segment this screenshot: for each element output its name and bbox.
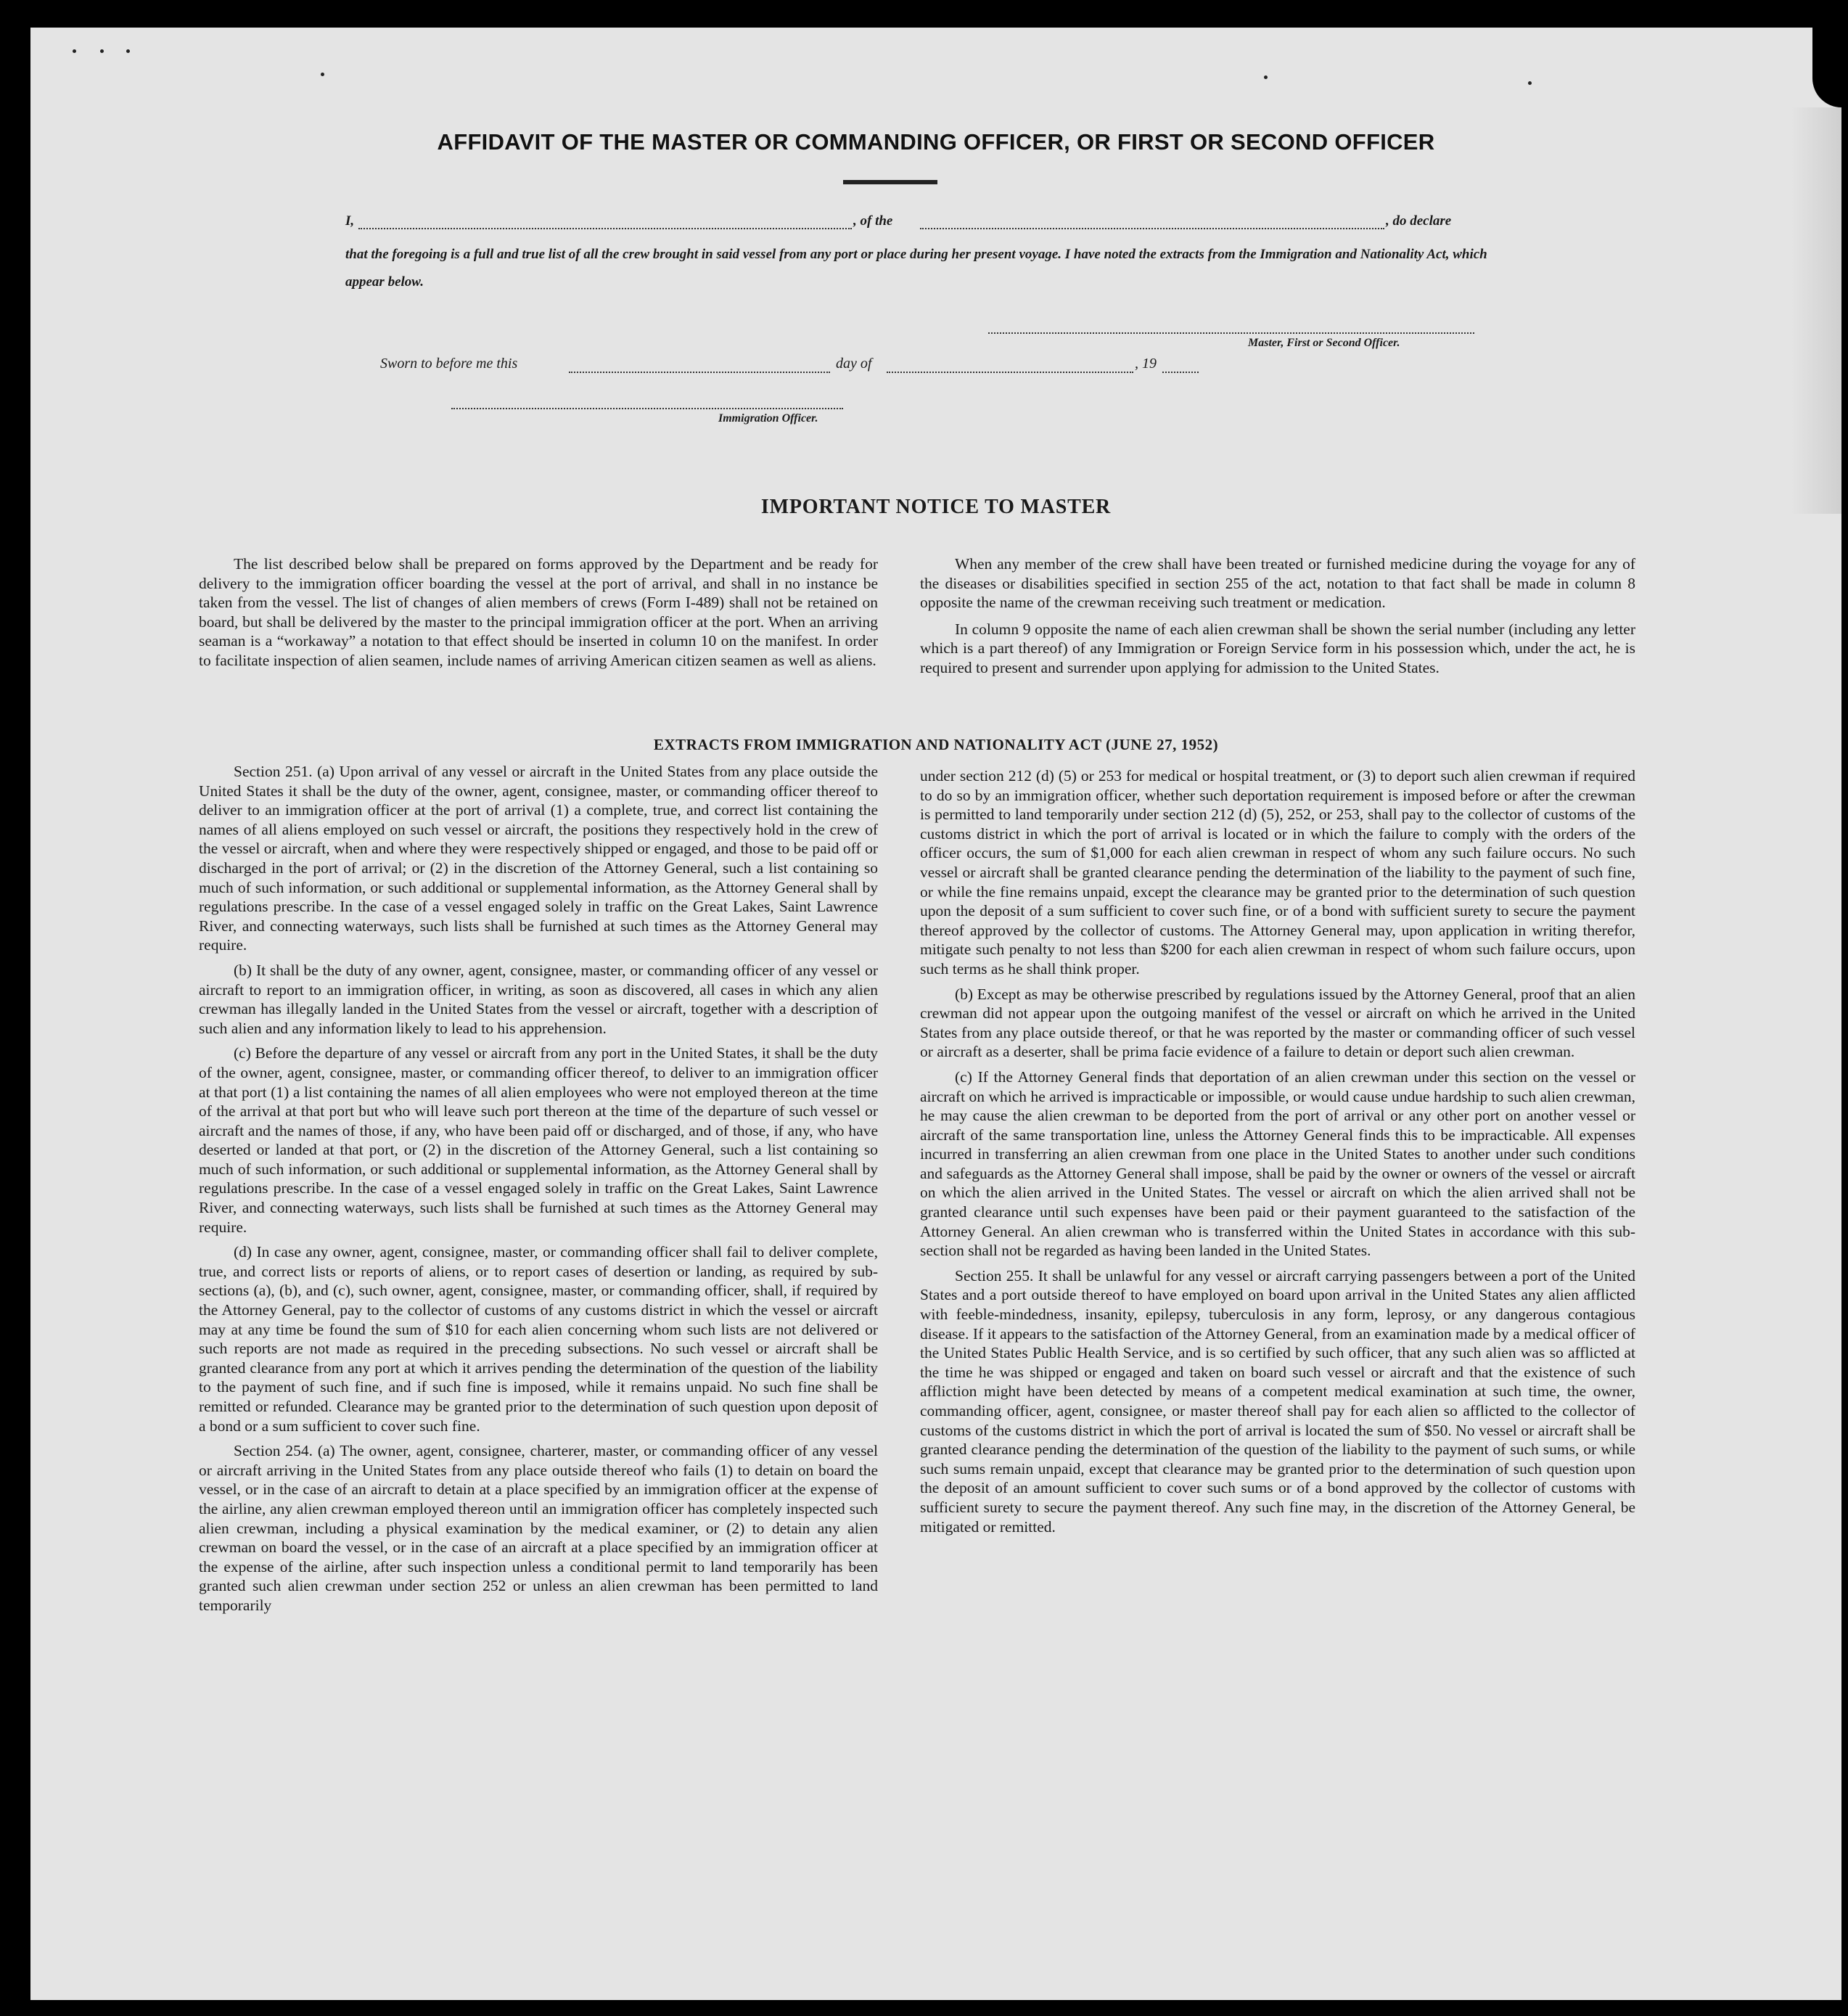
declaration-text: that the foregoing is a full and true list of all the crew brought in said vessel from any port or place during her present voyage. I have noted the extracts from the Immigration and Nationality Act, which appear below. [345,247,1487,290]
of-the-label: , of the [853,213,893,229]
page-corner-notch [1812,28,1841,107]
scan-speck [321,73,324,76]
year-label: , 19 [1135,356,1157,372]
extract-paragraph: (b) It shall be the duty of any owner, agent, consignee, master, or commanding officer of any vessel or aircraft to report to an immigration officer, in writing, as soon as discovered, all cases in which any alien crewman has illegally landed in the United States from the vessel or aircraft, together with a description of such alien and any information likely to lead to his apprehension. [199,961,878,1037]
vessel-blank[interactable] [920,228,1384,229]
title-rule [843,180,937,184]
notice-left-paragraph: The list described below shall be prepared on forms approved by the Department and be ready for delivery to the immigration officer boarding the vessel at the port of arrival, and shall in no instance be taken from the vessel. The list of changes of alien members of crews (Form I-489) shall not be retained on board, but shall be delivered by the master to the principal immigration officer at the port. When an arriving seaman is a “workaway” a notation to that effect should be inserted in column 10 on the manifest. In order to facilitate inspection of alien seamen, include names of arriving American citizen seamen as well as aliens. [199,555,878,669]
notice-right-column [920,554,1635,678]
notice-right-paragraph: In column 9 opposite the name of each alien crewman shall be shown the serial number (including any letter which is a part thereof) of any Immigration or Foreign Service form in his possession which, under the act, he is required to present and surrender upon applying for admission to the United States. [920,620,1635,676]
name-blank[interactable] [358,228,852,229]
scan-speck [126,49,130,53]
extract-paragraph: (d) In case any owner, agent, consignee, master, or commanding officer shall fail to deliver complete, true, and correct lists or reports of aliens, or to report cases of desertion or landing, as required by sub-sections (a), (b), and (c), such owner, agent, consignee, master, or commanding officer, shall, if required by the Attorney General, pay to the collector of customs of any customs district in which the vessel or aircraft may at any time be found the sum of $10 for each alien concerning whom such lists are not delivered or such reports are not made as required in the preceding subsections. No such vessel or aircraft shall be granted clearance from any port at which it arrives pending the determination of the question of the liability to the payment of such fine, and if such fine is imposed, while it remains unpaid. No such fine shall be remitted or refunded. Clearance may be granted prior to the determination of such question upon deposit of a bond or a sum sufficient to cover such fine. [199,1243,878,1435]
extract-paragraph: Section 251. (a) Upon arrival of any vessel or aircraft in the United States from any place outside the United States it shall be the duty of the owner, agent, consignee, master, or commanding officer thereof to deliver to an immigration officer at the port of arrival (1) a complete, true, and correct list containing the names of all aliens employed on such vessel or aircraft, the positions they respectively hold in the crew of the vessel or aircraft, when and where they were respectively shipped or engaged, and those to be paid off or discharged in the port of arrival; or (2) in the discretion of the Attorney General, such a list containing so much of such information, or such additional or supplemental information, as the Attorney General shall by regulations prescribe. In the case of a vessel engaged solely in traffic on the Great Lakes, Saint Lawrence River, and connecting waterways, such lists shall be furnished at such times as the Attorney General may require. [199,763,878,954]
sworn-label: Sworn to before me this [380,356,518,372]
master-signature-line[interactable] [988,332,1474,334]
extracts-heading: EXTRACTS FROM IMMIGRATION AND NATIONALITY ACT (JUNE 27, 1952) [653,736,1219,753]
extract-paragraph: (c) Before the departure of any vessel or aircraft from any port in the United States, it shall be the duty of the owner, agent, consignee, master, or commanding officer thereof, to deliver to an immigration officer at that port (1) a list containing the names of all alien employees who were not employed thereon at the time of the arrival at that port but who will leave such port thereon at the time of the departure of such vessel or aircraft and the names of those, if any, who have been paid off or discharged, and of those, if any, who have deserted or landed at that port, or (2) in the discretion of the Attorney General, such a list containing so much of such information, or such additional or supplemental information, as the Attorney General shall by regulations prescribe. In the case of a vessel engaged solely in traffic on the Great Lakes, Saint Lawrence River, and connecting waterways, such lists shall be furnished at such times as the Attorney General may require. [199,1044,878,1236]
sworn-month-blank[interactable] [887,372,1133,373]
extract-paragraph: Section 255. It shall be unlawful for any vessel or aircraft carrying passengers between a port of the United States and a port outside thereof to have employed on board upon arrival in the United States any alien afflicted with feeble-mindedness, insanity, epilepsy, tuberculosis in any form, leprosy, or any dangerous contagious disease. If it appears to the satisfaction of the Attorney General, from an examination made by a medical officer of the United States Public Health Service, and is so certified by such officer, that any such alien was so afflicted at the time he was shipped or engaged and taken on board such vessel or aircraft and that the existence of such affliction might have been detected by means of a competent medical examination at such time, the owner, commanding officer, agent, consignee, or master thereof shall pay for each alien so afflicted to the collector of customs of the customs district in which the port of arrival is located the sum of $50. No vessel or aircraft shall be granted clearance pending the determination of the question of the liability to the payment of such sums, or while such sums remain unpaid, except that clearance may be granted prior to the determination of such question upon the deposit of an amount sufficient to cover such sums or of a bond approved by the collector of customs with sufficient surety to secure the payment thereof. Any such fine may, in the discretion of the Attorney General, be mitigated or remitted. [920,1266,1635,1536]
scan-speck [1264,75,1268,79]
extract-paragraph: (b) Except as may be otherwise prescribed by regulations issued by the Attorney General, proof that an alien crewman did not appear upon the outgoing manifest of the vessel or aircraft on which he arrived in the United States from any place outside thereof, or that he was reported by the master or commanding officer of such vessel or aircraft as a deserter, shall be prima facie evidence of a failure to detain or deport such alien crewman. [920,985,1635,1061]
bleed-through-shadow [1791,107,1841,514]
extracts-left-column [199,762,878,1615]
do-declare-label: , do declare [1386,213,1452,229]
document-page [30,28,1841,2000]
extract-paragraph: (c) If the Attorney General finds that deportation of an alien crewman under this section on the vessel or aircraft on which he arrived is impracticable or impossible, or would cause undue hardship to such alien crewman, he may cause the alien crewman to be deported from the port of arrival or any other port on another vessel or aircraft of the same transportation line, unless the Attorney General finds this to be impracticable. All expenses incurred in transferring an alien crewman from one place in the United States to another under such conditions and safeguards as the Attorney General shall impose, shall be paid by the owner or owners of the vessel or aircraft on which the alien arrived in the United States. The vessel or aircraft on which the alien arrived shall not be granted clearance until such expenses have been paid or their payment guaranteed to the satisfaction of the Attorney General. An alien crewman who is transferred within the United States in accordance with this sub-section shall not be regarded as having been landed in the United States. [920,1068,1635,1260]
sworn-day-blank[interactable] [569,372,830,373]
affidavit-title: AFFIDAVIT OF THE MASTER OR COMMANDING OFFICER, OR FIRST OR SECOND OFFICER [437,129,1435,155]
scan-speck [73,49,76,53]
master-signature-label: Master, First or Second Officer. [1248,337,1400,349]
scan-speck [100,49,104,53]
extracts-right-column [920,766,1635,1536]
i-label: I, [345,213,355,229]
extract-paragraph: Section 254. (a) The owner, agent, consignee, charterer, master, or commanding officer of any vessel or aircraft arriving in the United States from any place outside thereof who fails (1) to detain on board the vessel, or in the case of an aircraft to detain at a place specified by an immigration officer at the expense of the airline, any alien crewman employed thereon until an immigration officer has completely inspected such alien crewman, including a physical examination by the medical examiner, or (2) to detain any alien crewman on board the vessel, or in the case of an aircraft at a place specified by an immigration officer at the expense of the airline, after such inspection unless a conditional permit to land temporarily has been granted such alien crewman under section 252 or unless an alien crewman has been permitted to land temporarily [199,1442,878,1614]
extract-paragraph: under section 212 (d) (5) or 253 for medical or hospital treatment, or (3) to deport such alien crewman if required to do so by an immigration officer, whether such deportation requirement is imposed before or after the crewman is permitted to land temporarily under section 212 (d) (5), 252, or 253, shall pay to the collector of customs of the customs district in which the port of arrival is located or in which the failure to comply with the orders of the officer occurs, the sum of $1,000 for each alien crewman in respect of whom any such failure occurs. No such vessel or aircraft shall be granted clearance pending the determination of the liability to the payment of such fine, or while the fine remains unpaid, except the clearance may be granted prior to the determination of such question upon the deposit of a sum sufficient to cover such fine, or of a bond with sufficient surety to secure the payment thereof approved by the collector of customs. The Attorney General may, upon application in writing therefor, mitigate such penalty to not less than $200 for each alien crewman in respect of whom such failure occurs, upon such terms as he shall think proper. [920,767,1635,978]
officer-signature-line[interactable] [451,408,843,409]
sworn-year-blank[interactable] [1162,372,1199,373]
notice-right-paragraph: When any member of the crew shall have been treated or furnished medicine during the voyage for any of the diseases or disabilities specified in section 255 of the act, notation to that fact shall be made in column 8 opposite the name of the crewman receiving such treatment or medication. [920,555,1635,612]
scan-speck [1528,81,1532,85]
notice-left-column [199,554,878,671]
officer-signature-label: Immigration Officer. [718,412,818,425]
notice-title: IMPORTANT NOTICE TO MASTER [760,496,1112,518]
day-of-label: day of [836,356,872,372]
